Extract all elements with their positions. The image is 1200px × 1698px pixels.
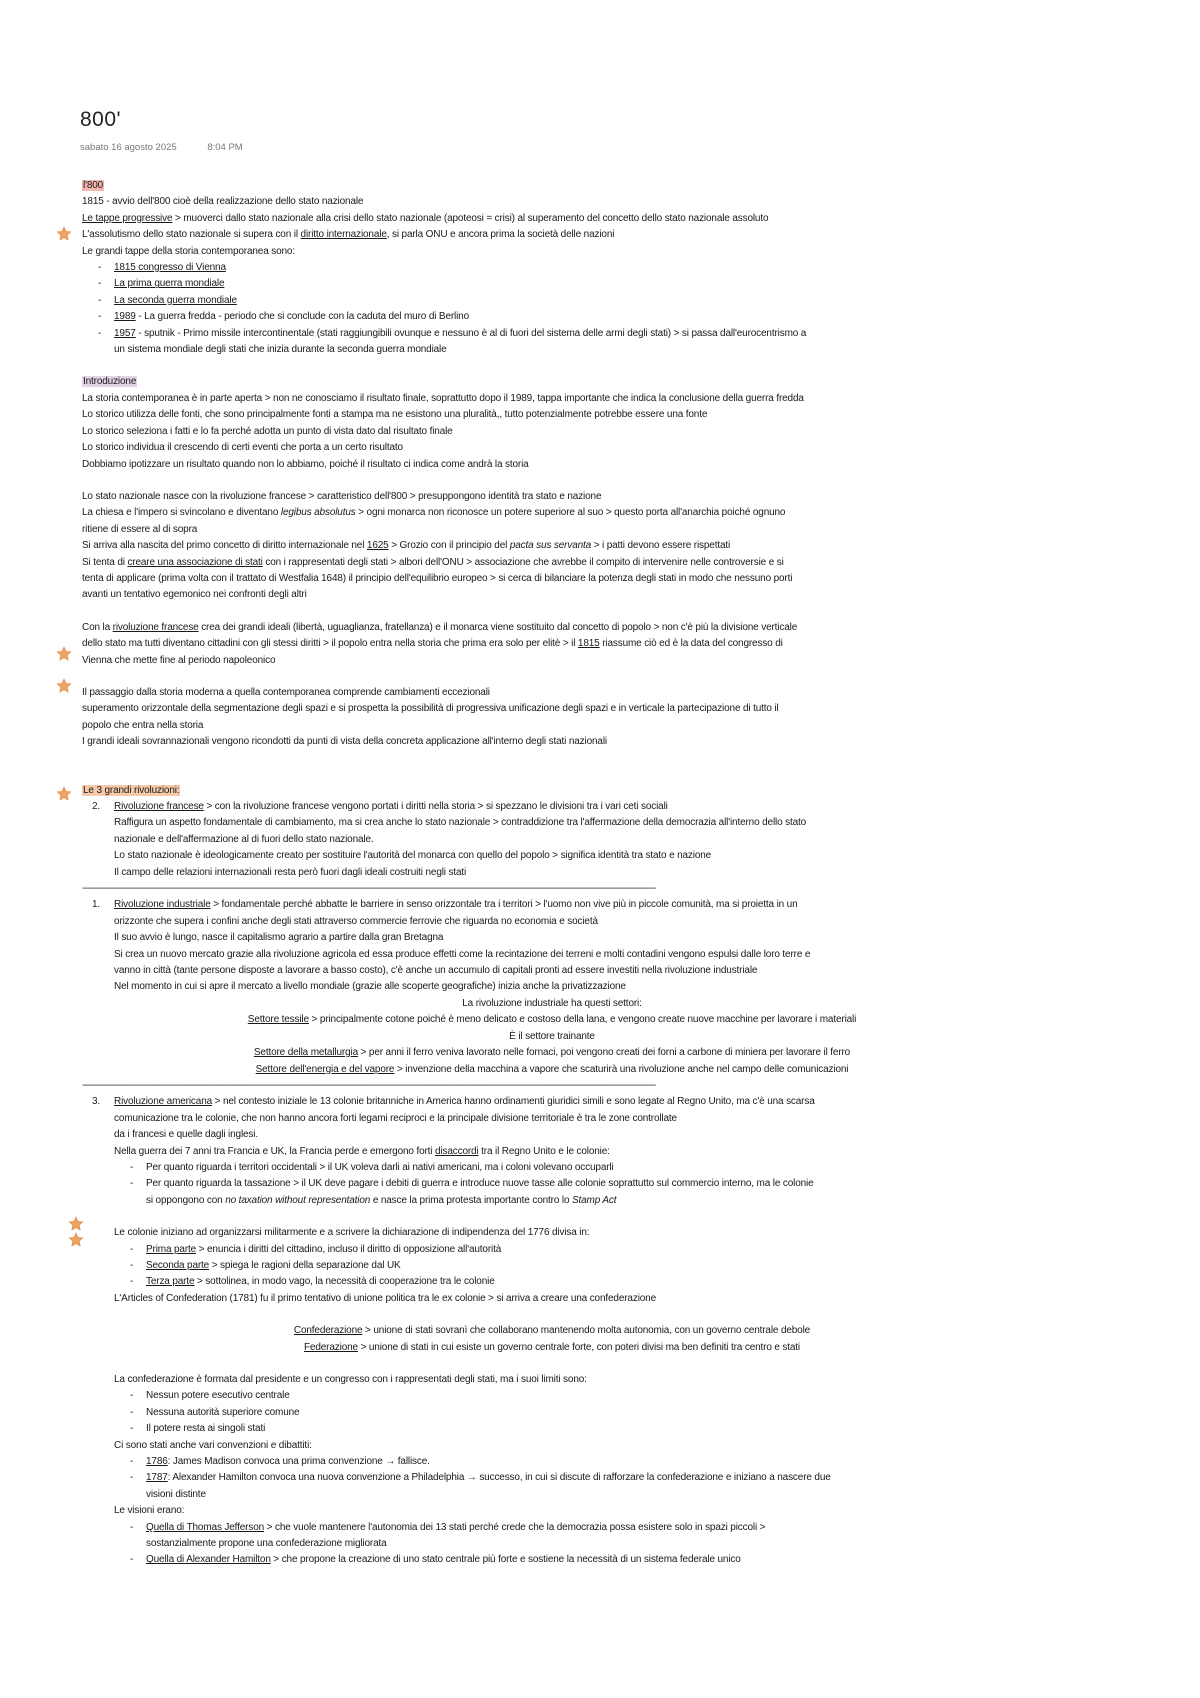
text-line: La chiesa e l'impero si svincolano e diventano legibus absolutus > ogni monarca non riconosce un potere superiore al suo > questo porta all'anarchia poiché ognuno xyxy=(82,507,786,519)
list-item: - La prima guerra mondiale xyxy=(82,276,1022,292)
text-line: da i francesi e quelle dagli inglesi. xyxy=(114,1129,258,1141)
section-heading: Introduzione xyxy=(83,376,137,388)
text-line: 1815 - avvio dell'800 cioè della realizzazione dello stato nazionale xyxy=(82,196,364,208)
list-item: - 1957 - sputnik - Primo missile intercontinentale (stati raggiungibili ovunque e nessuno è al di fuori del sistema delle armi degli stati) > si passa dall'eurocentrismo a xyxy=(82,326,1022,342)
star-icon xyxy=(56,678,72,694)
text-line: Dobbiamo ipotizzare un risultato quando non lo abbiamo, poiché il risultato ci indica come andrà la storia xyxy=(82,458,529,470)
list-item: - La seconda guerra mondiale xyxy=(82,293,1022,309)
list-item: - Prima parte > enuncia i diritti del cittadino, incluso il diritto di opposizione all'autorità xyxy=(82,1242,1022,1258)
text-line: ritiene di essere al di sopra xyxy=(82,523,198,535)
list-item: 3. Rivoluzione americana > nel contesto iniziale le 13 colonie britanniche in America hanno ordinamenti giuridici simili e sono legate al Regno Unito, ma c'è una scarsa xyxy=(92,1096,815,1108)
text-line: Si arriva alla nascita del primo concetto di diritto internazionale nel 1625 > Grozio con il principio del pacta sus servanta > i patti devono essere rispettati xyxy=(82,540,731,552)
note-content xyxy=(82,178,1022,1569)
list-item: - Per quanto riguarda i territori occidentali > il UK voleva darli ai nativi americani, ma i coloni volevano occuparli xyxy=(82,1160,1022,1176)
text-line: I grandi ideali sovrannazionali vengono ricondotti da punti di vista della concreta applicazione all'interno degli stati nazionali xyxy=(82,736,607,748)
text-line: avanti un tentativo egemonico nei confronti degli altri xyxy=(82,589,307,601)
convenzioni-list xyxy=(82,1454,1022,1487)
text-line: dello stato ma tutti diventano cittadini con gli stessi diritti > il popolo entra nella storia che prima era solo per elitè > il 1815 riassume ciò ed è la data del congresso di xyxy=(82,638,783,650)
text-line: Nella guerra dei 7 anni tra Francia e UK, la Francia perde e emergono forti disaccordi tra il Regno Unito e le colonie: xyxy=(114,1145,610,1157)
text-line: popolo che entra nella storia xyxy=(82,719,204,731)
text-line: Lo storico utilizza delle fonti, che sono principalmente fonti a stampa ma ne esistono una pluralità,, tutto potenzialmente potrebbe essere una fonte xyxy=(82,409,708,421)
text-line: sostanzialmente propone una confederazione migliorata xyxy=(146,1538,387,1550)
text-line: La rivoluzione industriale ha questi settori: xyxy=(462,997,642,1009)
separator-line: ------------------------------------------------------------------------------------------------------------------------------------------------------------------------------------------------------------------------------------------------------ xyxy=(82,1079,656,1091)
text-line: Settore della metallurgia > per anni il ferro veniva lavorato nelle fornaci, poi vengono creati dei forni a carbone di miniera per lavorare il ferro xyxy=(253,1047,851,1059)
time-text: 8:04 PM xyxy=(207,142,243,153)
star-icon xyxy=(56,786,72,802)
text-line: Raffigura un aspetto fondamentale di cambiamento, ma si crea anche lo stato nazionale > contraddizione tra l'affermazione della democrazia all'interno dello stato xyxy=(114,817,807,829)
text-line: Nel momento in cui si apre il mercato a livello mondiale (grazie alle scoperte geografiche) inizia anche la privatizzazione xyxy=(114,981,626,993)
text-line: Il passaggio dalla storia moderna a quella contemporanea comprende cambiamenti eccezionali xyxy=(82,686,490,698)
dichiarazione-list xyxy=(82,1242,1022,1291)
list-item: 1. Rivoluzione industriale > fondamentale perché abbatte le barriere in senso orizzontale tra i territori > l'uomo non vive più in piccole comunità, ma si proietta in un xyxy=(92,899,798,911)
text-line: Le grandi tappe della storia contemporanea sono: xyxy=(82,245,295,257)
text-line: Con la rivoluzione francese crea dei grandi ideali (libertà, uguaglianza, fratellanza) e il monarca viene sostituito dal concetto di popolo > non c'è più la divisione verticale xyxy=(82,621,798,633)
text-line: Le tappe progressive > muoverci dallo stato nazionale alla crisi dello stato nazionale (apoteosi = crisi) al superamento del concetto dello stato nazionale assoluto xyxy=(82,212,769,224)
list-item: - Seconda parte > spiega le ragioni della separazione dal UK xyxy=(82,1258,1022,1274)
date-text: sabato 16 agosto 2025 xyxy=(80,142,177,153)
text-line: Il suo avvio è lungo, nasce il capitalismo agrario a partire dalla gran Bretagna xyxy=(114,932,444,944)
list-item: - Quella di Thomas Jefferson > che vuole mantenere l'autonomia dei 13 stati perché crede che la democrazia possa esistere solo in spazi piccoli > xyxy=(82,1520,1022,1536)
limiti-list xyxy=(82,1388,1022,1437)
text-line: Settore tessile > principalmente cotone poiché è meno delicato e costoso della lana, e vengono create nuove macchine per lavorare i materiali xyxy=(247,1014,857,1026)
separator-line: ------------------------------------------------------------------------------------------------------------------------------------------------------------------------------------------------------------------------------------------------------ xyxy=(82,883,656,895)
text-line: Settore dell'energia e del vapore > invenzione della macchina a vapore che scaturirà una rivoluzione anche nel campo delle comunicazioni xyxy=(255,1063,849,1075)
text-line: Lo storico individua il crescendo di certi eventi che porta a un certo risultato xyxy=(82,442,403,454)
text-line: comunicazione tra le colonie, che non hanno ancora forti legami reciproci e la principale divisione territoriale è tra le zone controllate xyxy=(114,1112,677,1124)
text-line: Si crea un nuovo mercato grazie alla rivoluzione agricola ed essa produce effetti come la recintazione dei terreni e molti contadini vengono espulsi dalle loro terre e xyxy=(114,948,811,960)
text-line: Ci sono stati anche vari convenzioni e dibattiti: xyxy=(114,1439,312,1451)
text-line: Vienna che mette fine al periodo napoleonico xyxy=(82,654,276,666)
section-heading: l'800 xyxy=(83,180,104,191)
text-line: Federazione > unione di stati in cui esiste un governo centrale forte, con poteri divisi ma ben definiti tra centro e stati xyxy=(303,1341,801,1353)
section-heading: Le 3 grandi rivoluzioni: xyxy=(83,784,180,796)
list-item: - Il potere resta ai singoli stati xyxy=(82,1421,1022,1437)
text-line: Le visioni erano: xyxy=(114,1505,185,1517)
page-date xyxy=(80,142,271,153)
page-title: 800' xyxy=(80,108,122,131)
list-item: 2. Rivoluzione francese > con la rivoluzione francese vengono portati i diritti nella storia > si spezzano le divisioni tra i vari ceti sociali xyxy=(92,801,668,812)
star-icon xyxy=(56,646,72,662)
text-line: vanno in città (tante persone disposte a lavorare a basso costo), c'è anche un accumulo di capitali pronti ad essere investiti nella rivoluzione industriale xyxy=(114,965,758,977)
list-item: - 1815 congresso di Vienna xyxy=(82,260,1022,276)
visioni-list xyxy=(82,1520,1022,1536)
text-line: nazionale e dell'affermazione al di fuori dello stato nazionale. xyxy=(114,833,374,845)
list-item: - Quella di Alexander Hamilton > che propone la creazione di uno stato centrale più forte e sostiene la necessità di un sistema federale unico xyxy=(82,1552,1022,1568)
list-item: - Terza parte > sottolinea, in modo vago, la necessità di cooperazione tra le colonie xyxy=(82,1274,1022,1290)
list-item: - Per quanto riguarda la tassazione > il UK deve pagare i debiti di guerra e introduce nuove tasse alle colonie soprattutto sul commercio interno, ma le colonie xyxy=(82,1176,1022,1192)
list-item: - 1787: Alexander Hamilton convoca una nuova convenzione a Philadelphia → successo, in cui si discute di rafforzare la confederazione e iniziano a nascere due xyxy=(82,1470,1022,1486)
text-line: È il settore trainante xyxy=(509,1030,595,1042)
disaccordi-list xyxy=(82,1160,1022,1193)
text-line: Si tenta di creare una associazione di stati con i rappresentati degli stati > albori dell'ONU > associazione che avrebbe il compito di intervenire nelle controversie e si xyxy=(82,556,784,568)
text-line: L'Articles of Confederation (1781) fu il primo tentativo di unione politica tra le ex colonie > si arriva a creare una confederazione xyxy=(114,1292,656,1304)
text-line: L'assolutismo dello stato nazionale si supera con il diritto internazionale, si parla ONU e ancora prima la società delle nazioni xyxy=(82,229,615,241)
text-line: tenta di applicare (prima volta con il trattato di Westfalia 1648) il principio dell'equilibrio europeo > si cerca di bilanciare la potenza degli stati in modo che nessuno porti xyxy=(82,572,793,584)
text-line: Lo stato nazionale nasce con la rivoluzione francese > caratteristico dell'800 > presuppongono identità tra stato e nazione xyxy=(82,490,602,502)
text-line: orizzonte che supera i confini anche degli stati attraverso commercie ferrovie che riguarda no economia e società xyxy=(114,915,598,927)
text-line: La confederazione è formata dal presidente e un congresso con i rappresentati degli stati, ma i suoi limiti sono: xyxy=(114,1374,587,1385)
tappe-list xyxy=(82,260,1022,342)
text-line: si oppongono con no taxation without representation e nasce la prima protesta importante contro lo Stamp Act xyxy=(146,1194,617,1206)
text-line: Le colonie iniziano ad organizzarsi militarmente e a scrivere la dichiarazione di indipendenza del 1776 divisa in: xyxy=(114,1227,590,1239)
text-line: superamento orizzontale della segmentazione degli spazi e si prospetta la possibilità di progressiva unificazione degli spazi e in verticale la partecipazione di tutto il xyxy=(82,703,779,715)
list-item: - 1989 - La guerra fredda - periodo che si conclude con la caduta del muro di Berlino xyxy=(82,309,1022,325)
text-line: Lo storico seleziona i fatti e lo fa perché adotta un punto di vista dato dal risultato finale xyxy=(82,425,453,437)
list-item: - Nessuna autorità superiore comune xyxy=(82,1405,1022,1421)
text-line: Confederazione > unione di stati sovranì che collaborano mantenendo molta autonomia, con un governo centrale debole xyxy=(293,1325,811,1337)
text-line: un sistema mondiale degli stati che inizia durante la seconda guerra mondiale xyxy=(114,344,447,356)
list-item: - Nessun potere esecutivo centrale xyxy=(82,1388,1022,1404)
visioni-list-2 xyxy=(82,1552,1022,1568)
text-line: Lo stato nazionale è ideologicamente creato per sostituire l'autorità del monarca con quello del popolo > significa identità tra stato e nazione xyxy=(114,850,712,862)
star-icon xyxy=(56,226,72,242)
text-line: La storia contemporanea è in parte aperta > non ne conosciamo il risultato finale, soprattutto dopo il 1989, tappa importante che indica la conclusione della guerra fredda xyxy=(82,392,804,404)
text-line: Il campo delle relazioni internazionali resta però fuori dagli ideali costruiti negli stati xyxy=(114,866,467,878)
list-item: - 1786: James Madison convoca una prima convenzione → fallisce. xyxy=(82,1454,1022,1470)
text-line: visioni distinte xyxy=(146,1488,206,1500)
